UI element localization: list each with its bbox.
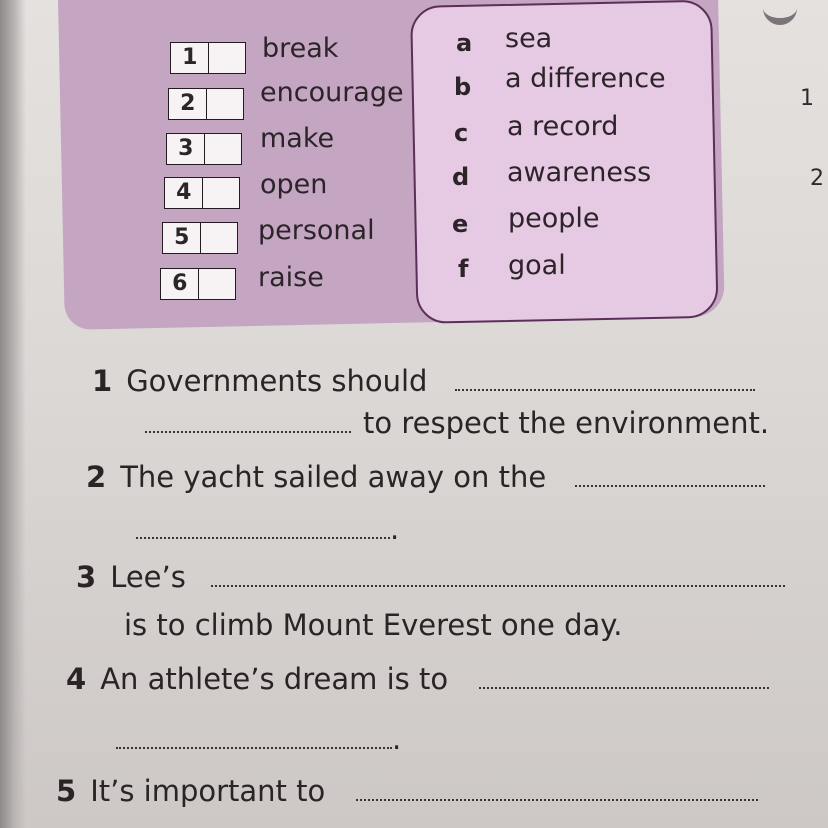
answer-blank[interactable] xyxy=(356,785,758,801)
sentence-text: It’s important to xyxy=(90,774,326,808)
answer-blank[interactable] xyxy=(145,417,351,433)
answer-blank[interactable] xyxy=(211,571,785,587)
answer-box[interactable] xyxy=(201,222,238,254)
answer-blank[interactable] xyxy=(575,471,765,487)
answer-blank[interactable] xyxy=(479,673,769,689)
sentence-text: . xyxy=(392,722,402,756)
sentence-2 xyxy=(86,460,765,494)
sentence-5 xyxy=(56,774,758,808)
sentence-text: is to climb Mount Everest one day. xyxy=(124,608,623,642)
option-letter: d xyxy=(452,163,470,191)
answer-blank[interactable] xyxy=(136,523,390,539)
sentence-4-line-2 xyxy=(116,722,401,756)
sentence-1-line-2 xyxy=(145,406,769,440)
sentence-number: 4 xyxy=(66,662,87,696)
sentence-3 xyxy=(76,560,785,594)
answer-box[interactable] xyxy=(207,88,244,120)
option-letter: c xyxy=(454,119,469,147)
sentence-text: The yacht sailed away on the xyxy=(120,460,547,494)
row-number: 6 xyxy=(160,268,199,300)
option-text: a difference xyxy=(505,63,666,94)
row-4-box[interactable] xyxy=(164,177,240,207)
row-6-box[interactable] xyxy=(160,268,236,298)
option-letter: a xyxy=(456,29,473,57)
row-word: raise xyxy=(258,262,324,293)
option-letter: f xyxy=(458,255,469,283)
row-word: make xyxy=(260,123,335,154)
sentence-text: to respect the environment. xyxy=(363,406,770,440)
page-binding-edge xyxy=(0,0,26,828)
sentence-text: An athlete’s dream is to xyxy=(100,662,449,696)
sentence-text: Governments should xyxy=(126,364,428,398)
row-5-box[interactable] xyxy=(162,222,238,252)
sentence-3-line-2 xyxy=(124,608,623,642)
answer-blank[interactable] xyxy=(116,733,392,749)
sentence-2-line-2 xyxy=(136,512,399,546)
side-number: 2 xyxy=(810,166,824,191)
option-letter: e xyxy=(452,210,469,238)
option-text: goal xyxy=(508,250,566,281)
sentence-number: 5 xyxy=(56,774,77,808)
sentence-text: Lee’s xyxy=(110,560,186,594)
sentence-text: . xyxy=(390,512,400,546)
sentence-number: 1 xyxy=(92,364,113,398)
row-number: 3 xyxy=(166,133,205,165)
row-number: 4 xyxy=(164,177,203,209)
row-1-box[interactable] xyxy=(170,42,246,72)
answer-box[interactable] xyxy=(199,268,236,300)
sentence-number: 3 xyxy=(76,560,97,594)
row-word: break xyxy=(262,33,339,64)
option-text: a record xyxy=(507,111,619,142)
option-text: awareness xyxy=(507,157,652,188)
sentence-4 xyxy=(66,662,769,696)
answer-box[interactable] xyxy=(209,42,246,74)
row-number: 2 xyxy=(168,88,207,120)
option-text: people xyxy=(508,203,600,234)
answer-box[interactable] xyxy=(205,133,242,165)
row-word: encourage xyxy=(260,77,404,108)
answer-blank[interactable] xyxy=(455,375,755,391)
row-3-box[interactable] xyxy=(166,133,242,163)
row-number: 5 xyxy=(162,222,201,254)
answer-box[interactable] xyxy=(203,177,240,209)
row-2-box[interactable] xyxy=(168,88,244,118)
sentence-number: 2 xyxy=(86,460,107,494)
row-word: open xyxy=(260,169,328,200)
option-letter: b xyxy=(454,73,472,101)
row-number: 1 xyxy=(170,42,209,74)
row-word: personal xyxy=(258,215,375,246)
sentence-1 xyxy=(92,364,755,398)
option-text: sea xyxy=(505,23,553,54)
side-number: 1 xyxy=(800,86,814,111)
